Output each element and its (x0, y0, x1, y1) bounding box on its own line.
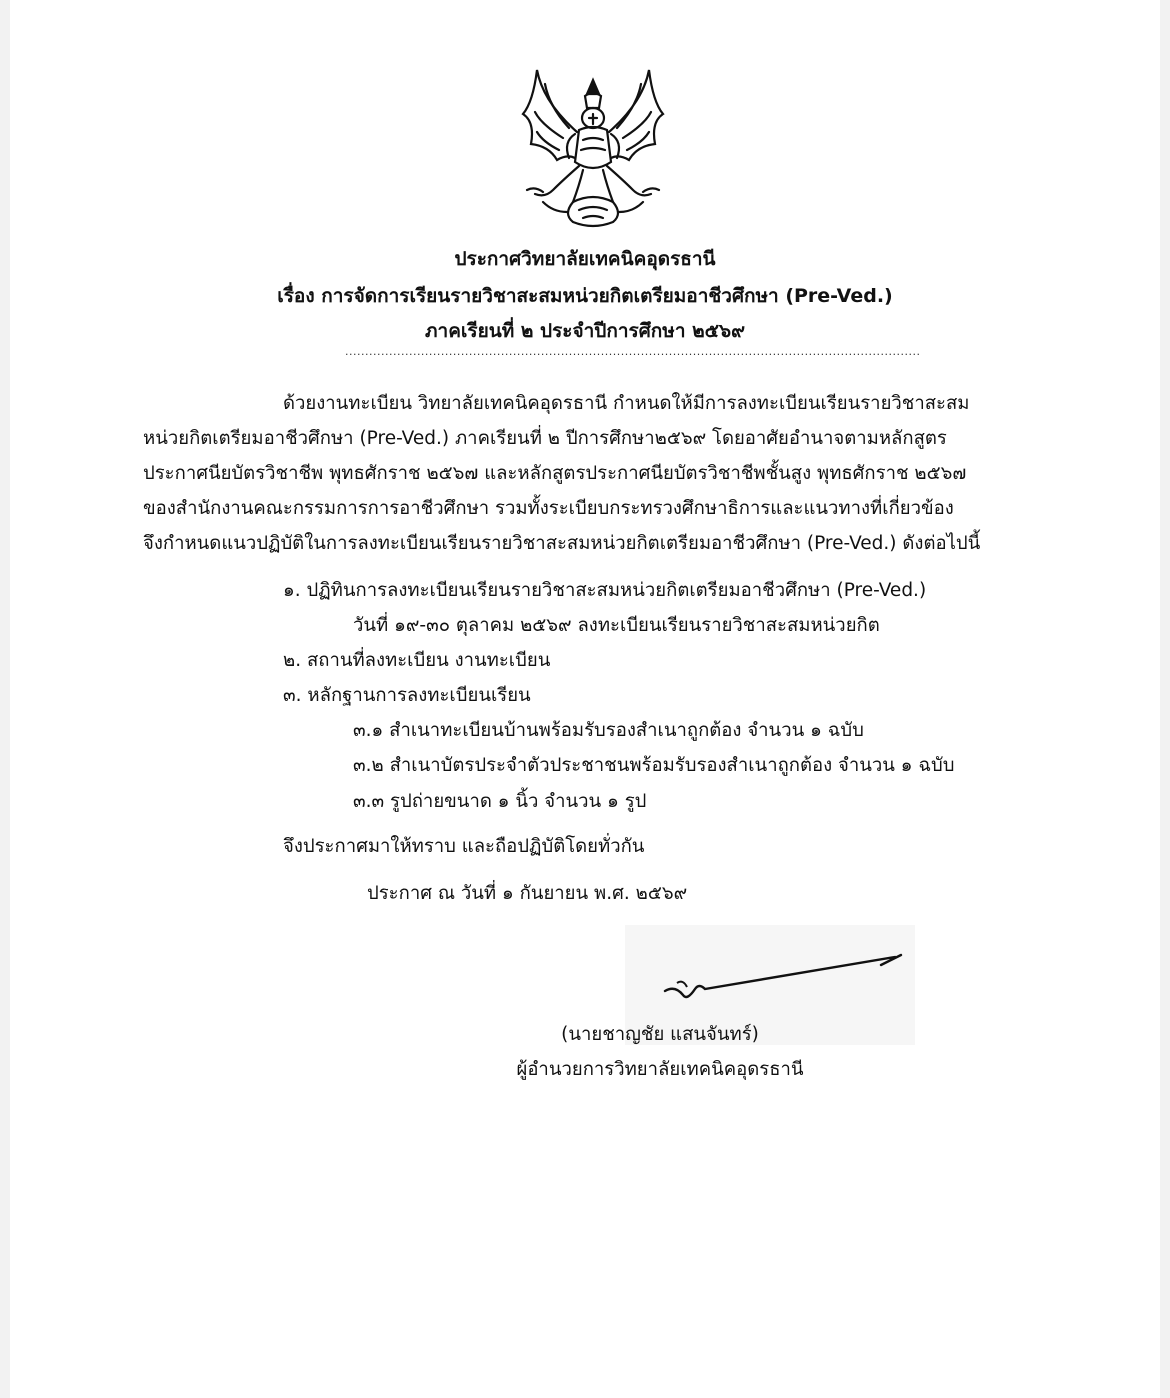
garuda-emblem-icon (513, 62, 673, 232)
body-line: จึงกำหนดแนวปฏิบัติในการลงทะเบียนเรียนรายวิชาสะสมหน่วยกิตเตรียมอาชีวศึกษา (Pre-Ved.) ดังต่อไปนี้ (143, 533, 981, 554)
item-2: ๒. สถานที่ลงทะเบียน งานทะเบียน (283, 650, 551, 671)
signatory-position: ผู้อำนวยการวิทยาลัยเทคนิคอุดรธานี (516, 1059, 804, 1080)
body-line: ประกาศนียบัตรวิชาชีพ พุทธศักราช ๒๕๖๗ และหลักสูตรประกาศนียบัตรวิชาชีพชั้นสูง พุทธศักราช ๒๕๖๗ (143, 463, 967, 484)
item-3-3: ๓.๓ รูปถ่ายขนาด ๑ นิ้ว จำนวน ๑ รูป (353, 791, 647, 812)
document-page (10, 0, 1160, 1398)
item-1: ๑. ปฏิทินการลงทะเบียนเรียนรายวิชาสะสมหน่วยกิตเตรียมอาชีวศึกษา (Pre-Ved.) (283, 580, 927, 601)
announcement-subject: เรื่อง การจัดการเรียนรายวิชาสะสมหน่วยกิตเตรียมอาชีวศึกษา (Pre-Ved.) (277, 285, 893, 307)
title-divider: ................................................................................................................................................ (345, 345, 921, 358)
body-paragraph (143, 386, 1023, 561)
body-line: ของสำนักงานคณะกรรมการการอาชีวศึกษา รวมทั้งระเบียบกระทรวงศึกษาธิการและแนวทางที่เกี่ยวข้อง (143, 498, 954, 519)
closing-announcement: จึงประกาศมาให้ทราบ และถือปฏิบัติโดยทั่วกัน (283, 836, 645, 857)
item-3-1: ๓.๑ สำเนาทะเบียนบ้านพร้อมรับรองสำเนาถูกต้อง จำนวน ๑ ฉบับ (353, 720, 864, 741)
body-line: หน่วยกิตเตรียมอาชีวศึกษา (Pre-Ved.) ภาคเรียนที่ ๒ ปีการศึกษา๒๕๖๙ โดยอาศัยอำนาจตามหลักสูตร (143, 428, 947, 449)
signatory-name: (นายชาญชัย แสนจันทร์) (561, 1024, 759, 1045)
item-3-2: ๓.๒ สำเนาบัตรประจำตัวประชาชนพร้อมรับรองสำเนาถูกต้อง จำนวน ๑ ฉบับ (353, 755, 955, 776)
body-line: ด้วยงานทะเบียน วิทยาลัยเทคนิคอุดรธานี กำหนดให้มีการลงทะเบียนเรียนรายวิชาสะสม (283, 393, 970, 414)
announcement-date: ประกาศ ณ วันที่ ๑ กันยายน พ.ศ. ๒๕๖๙ (367, 883, 688, 904)
announcement-term: ภาคเรียนที่ ๒ ประจำปีการศึกษา ๒๕๖๙ (425, 320, 745, 342)
item-1-detail: วันที่ ๑๙-๓๐ ตุลาคม ๒๕๖๙ ลงทะเบียนเรียนรายวิชาสะสมหน่วยกิต (353, 615, 880, 636)
announcement-title: ประกาศวิทยาลัยเทคนิคอุดรธานี (454, 248, 716, 270)
item-3: ๓. หลักฐานการลงทะเบียนเรียน (283, 685, 531, 706)
